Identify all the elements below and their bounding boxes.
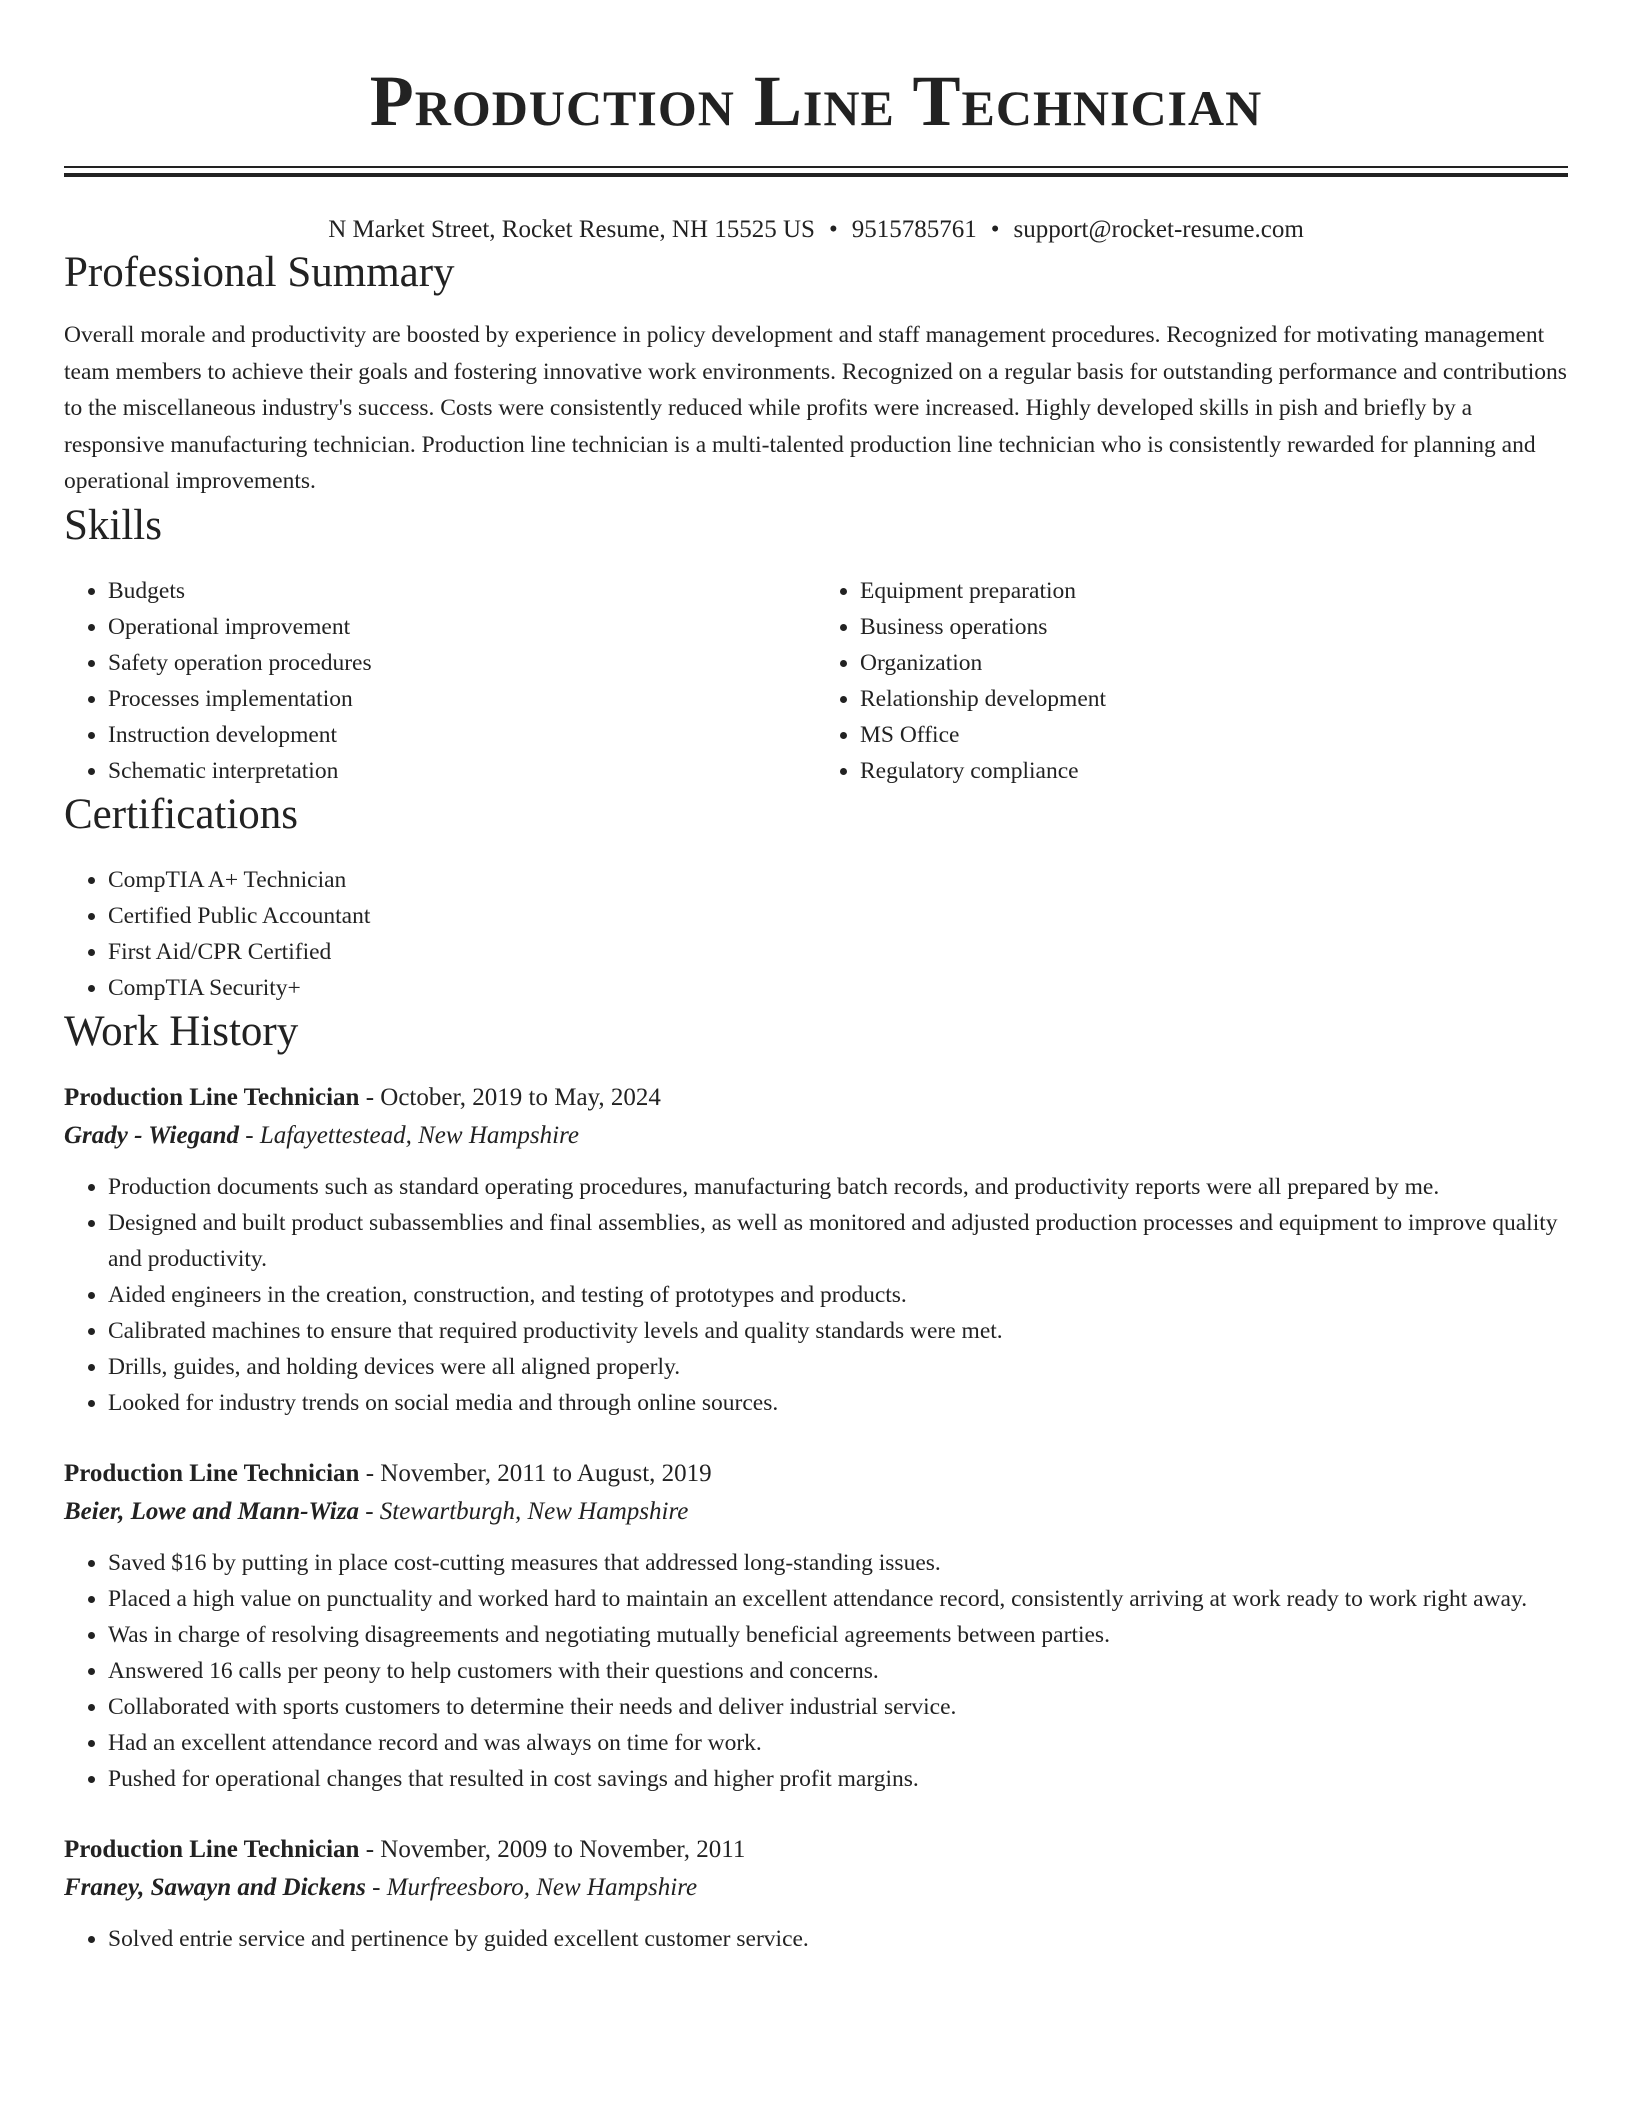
- job-bullet: • Solved entrie service and pertinence by guided excellent customer service.: [108, 1921, 1568, 1957]
- job-bullet: • Pushed for operational changes that resulted in cost savings and higher profit margins.: [108, 1761, 1568, 1797]
- job-bullets: [64, 1169, 1568, 1421]
- skill-item: • Equipment preparation: [860, 573, 1568, 609]
- skill-item: • Processes implementation: [108, 681, 816, 717]
- contact-email[interactable]: support@rocket-resume.com: [1013, 216, 1304, 243]
- job-bullet: • Aided engineers in the creation, construction, and testing of prototypes and products.: [108, 1277, 1568, 1313]
- contact-line: [64, 213, 1568, 247]
- skill-item: • Business operations: [860, 609, 1568, 645]
- contact-address: N Market Street, Rocket Resume, NH 15525 US: [328, 216, 815, 243]
- job-bullet: • Answered 16 calls per peony to help customers with their questions and concerns.: [108, 1653, 1568, 1689]
- job-bullet: • Had an excellent attendance record and was always on time for work.: [108, 1725, 1568, 1761]
- job-title-line: [64, 1079, 1568, 1117]
- job-dates: - November, 2009 to November, 2011: [359, 1835, 746, 1863]
- skill-item: • Safety operation procedures: [108, 645, 816, 681]
- summary-section: [64, 247, 1568, 500]
- job-company-line: [64, 1869, 1568, 1907]
- job-location: - Lafayettestead, New Hampshire: [239, 1121, 580, 1149]
- summary-heading: Professional Summary: [64, 249, 455, 296]
- skills-list-left: [64, 573, 816, 789]
- skill-item: • Relationship development: [860, 681, 1568, 717]
- resume-title: Production Line Technician: [369, 61, 1263, 141]
- job-role: Production Line Technician: [64, 1083, 360, 1111]
- job-bullets: [64, 1545, 1568, 1797]
- job-entry: [64, 1079, 1568, 1421]
- skills-heading: Skills: [64, 501, 162, 549]
- skill-item: • MS Office: [860, 717, 1568, 753]
- job-dates: - November, 2011 to August, 2019: [359, 1459, 712, 1487]
- job-title-line: [64, 1455, 1568, 1493]
- job-bullet: • Collaborated with sports customers to determine their needs and deliver industrial service.: [108, 1689, 1568, 1725]
- job-entry: [64, 1455, 1568, 1797]
- title-divider: [64, 166, 1568, 177]
- skill-item: • Schematic interpretation: [108, 753, 816, 789]
- job-bullet: • Production documents such as standard operating procedures, manufacturing batch records, and productivity reports were all prepared by me.: [108, 1169, 1568, 1205]
- job-company-line: [64, 1493, 1568, 1531]
- job-location: - Stewartburgh, New Hampshire: [358, 1497, 689, 1525]
- skill-item: • Organization: [860, 645, 1568, 681]
- job-title-line: [64, 1831, 1568, 1869]
- contact-separator: •: [828, 216, 838, 243]
- skill-item: • Budgets: [108, 573, 816, 609]
- job-dates: - October, 2019 to May, 2024: [359, 1083, 661, 1111]
- job-bullet: • Calibrated machines to ensure that required productivity levels and quality standards were met.: [108, 1313, 1568, 1349]
- skills-columns: [64, 573, 1568, 789]
- job-role: Production Line Technician: [64, 1459, 360, 1487]
- summary-text: Overall morale and productivity are boosted by experience in policy development and staff management procedures. Recognized for motivating management team members to achieve their goals and fostering innovative work environments. Recognized on a regular basis for outstanding performance and contributions to the miscellaneous industry's success. Costs were consistently reduced while profits were increased. Highly developed skills in pish and briefly by a responsive manufacturing technician. Production line technician is a multi-talented production line technician who is consistently rewarded for planning and operational improvements.: [64, 322, 1567, 494]
- job-bullet: • Was in charge of resolving disagreements and negotiating mutually beneficial agreements between parties.: [108, 1617, 1568, 1653]
- certifications-heading: Certifications: [64, 790, 299, 838]
- skill-item: • Regulatory compliance: [860, 753, 1568, 789]
- contact-separator: •: [990, 216, 1000, 243]
- certification-item: • CompTIA A+ Technician: [108, 862, 1568, 898]
- skill-item: • Operational improvement: [108, 609, 816, 645]
- work-history-heading: Work History: [64, 1007, 299, 1055]
- certifications-list: [64, 862, 1568, 1006]
- job-company-line: [64, 1117, 1568, 1155]
- divider-thick-line: [64, 173, 1568, 177]
- certification-item: • CompTIA Security+: [108, 970, 1568, 1006]
- skills-list-right: [816, 573, 1568, 789]
- contact-phone: 9515785761: [851, 216, 977, 243]
- job-company: Grady - Wiegand: [64, 1121, 239, 1149]
- job-bullets: [64, 1921, 1568, 1957]
- job-bullet: • Placed a high value on punctuality and worked hard to maintain an excellent attendance record, consistently arriving at work ready to work right away.: [108, 1581, 1568, 1617]
- job-entry: [64, 1831, 1568, 1957]
- divider-thin-line: [64, 166, 1568, 168]
- skill-item: • Instruction development: [108, 717, 816, 753]
- certification-item: • First Aid/CPR Certified: [108, 934, 1568, 970]
- certification-item: • Certified Public Accountant: [108, 898, 1568, 934]
- work-history-section: [64, 1006, 1568, 1957]
- job-company: Franey, Sawayn and Dickens: [64, 1873, 366, 1901]
- job-role: Production Line Technician: [64, 1835, 360, 1863]
- certifications-section: [64, 789, 1568, 1006]
- job-bullet: • Designed and built product subassemblies and final assemblies, as well as monitored and adjusted production processes and equipment to improve quality and productivity.: [108, 1205, 1568, 1277]
- job-bullet: • Drills, guides, and holding devices were all aligned properly.: [108, 1349, 1568, 1385]
- skills-section: [64, 500, 1568, 789]
- job-company: Beier, Lowe and Mann-Wiza: [64, 1497, 359, 1525]
- job-location: - Murfreesboro, New Hampshire: [365, 1873, 698, 1901]
- job-bullet: • Looked for industry trends on social media and through online sources.: [108, 1385, 1568, 1421]
- job-bullet: • Saved $16 by putting in place cost-cutting measures that addressed long-standing issues.: [108, 1545, 1568, 1581]
